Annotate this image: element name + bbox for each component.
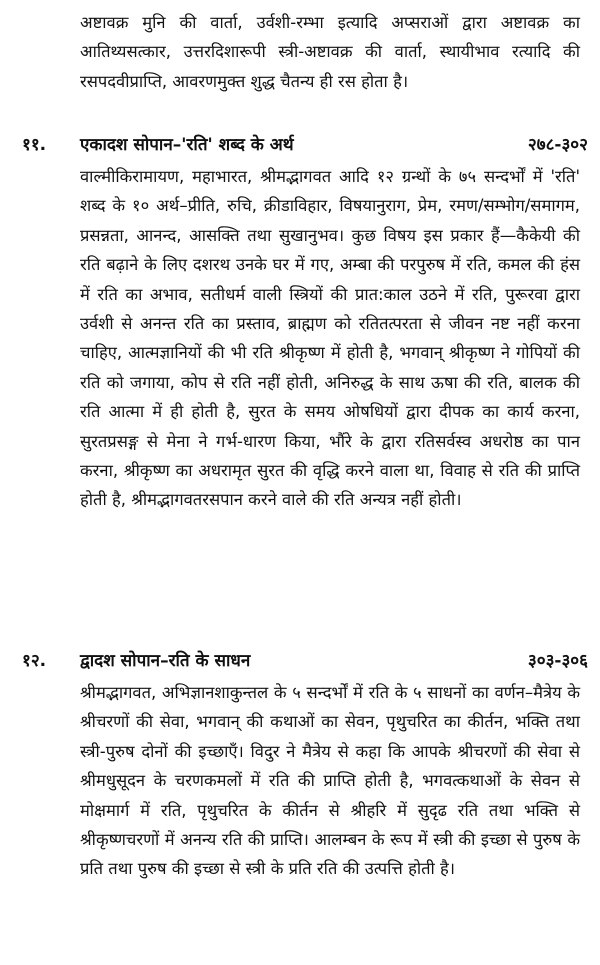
entry-11-body: वाल्मीकिरामायण, महाभारत, श्रीमद्भागवत आदि १२ ग्रन्थों के ७५ सन्दर्भों में 'रति' शब्द के १० अर्थ–प्रीति, रुचि, क्रीडाविहार, विषयानुराग, प्रेम, रमण/सम्भोग/समागम, प्रसन्नता, आनन्द, आसक्ति तथा सुखानुभव। कुछ विषय इस प्रकार हैं—कैकेयी की रति बढ़ाने के लिए दशरथ उनके घर में गए, अम्बा की परपुरुष में रति, कमल की हंस में रति का अभाव, सतीधर्म वाली स्त्रियों की प्रात:काल उठने में रति, पुरूरवा द्वारा उर्वशी से अनन्त रति का प्रस्ताव, ब्राह्मण को रतितत्परता से जीवन नष्ट नहीं करना चाहिए, आत्मज्ञानियों की भी रति श्रीकृष्ण में होती है, भगवान् श्रीकृष्ण ने गोपियों की रति को जगाया, कोप से रति नहीं होती, अनिरुद्ध के साथ ऊषा की रति, बालक की रति आत्मा में ही होती है, सुरत के समय ओषधियों द्वारा दीपक का कार्य करना, सुरतप्रसङ्ग से मेना ने गर्भ-धारण किया, भौंरे के द्वारा रतिसर्वस्व अधरोष्ठ का पान करना, श्रीकृष्ण का अधरामृत सुरत की वृद्धि करने वाला था, विवाह से रति की प्राप्ति होती है, श्रीमद्भागवतरसपान करने वाले की रति अन्यत्र नहीं होती।	[80, 167, 580, 510]
entry-11-title: एकादश सोपान–'रति' शब्द के अर्थ	[80, 135, 294, 155]
entry-11-page-range: २७८-३०२	[527, 135, 588, 155]
entry-12-heading	[22, 646, 588, 676]
entry-12-page-range: ३०३-३०६	[527, 651, 588, 671]
entry-12-title: द्वादश सोपान–रति के साधन	[80, 651, 251, 671]
entry-11-heading	[22, 130, 588, 160]
intro-paragraph: अष्टावक्र मुनि की वार्ता, उर्वशी-रम्भा इत्यादि अप्सराओं द्वारा अष्टावक्र का आतिथ्यसत्कार, उत्तरदिशारूपी स्त्री-अष्टावक्र की वार्ता, स्थायीभाव रत्यादि की रसपदवीप्राप्ति, आवरणमुक्त शुद्ध चैतन्य ही रस होता है।	[80, 13, 580, 91]
entry-12-body: श्रीमद्भागवत, अभिज्ञानशाकुन्तल के ५ सन्दर्भों में रति के ५ साधनों का वर्णन–मैत्रेय के श्रीचरणों की सेवा, भगवान् की कथाओं का सेवन, पृथुचरित का कीर्तन, भक्ति तथा स्त्री-पुरुष दोनों की इच्छाएँ। विदुर ने मैत्रेय से कहा कि आपके श्रीचरणों की सेवा से श्रीमधुसूदन के चरणकमलों में रति की प्राप्ति होती है, भगवत्कथाओं के सेवन से मोक्षमार्ग में रति, पृथुचरित के कीर्तन से श्रीहरि में सुदृढ रति तथा भक्ति से श्रीकृष्णचरणों में अनन्य रति की प्राप्ति। आलम्बन के रूप में स्त्री की इच्छा से पुरुष के प्रति तथा पुरुष की इच्छा से स्त्री के प्रति रति की उत्पत्ति होती है।	[80, 683, 580, 879]
entry-11-number: ११.	[22, 135, 47, 155]
entry-12-number: १२.	[22, 651, 47, 671]
